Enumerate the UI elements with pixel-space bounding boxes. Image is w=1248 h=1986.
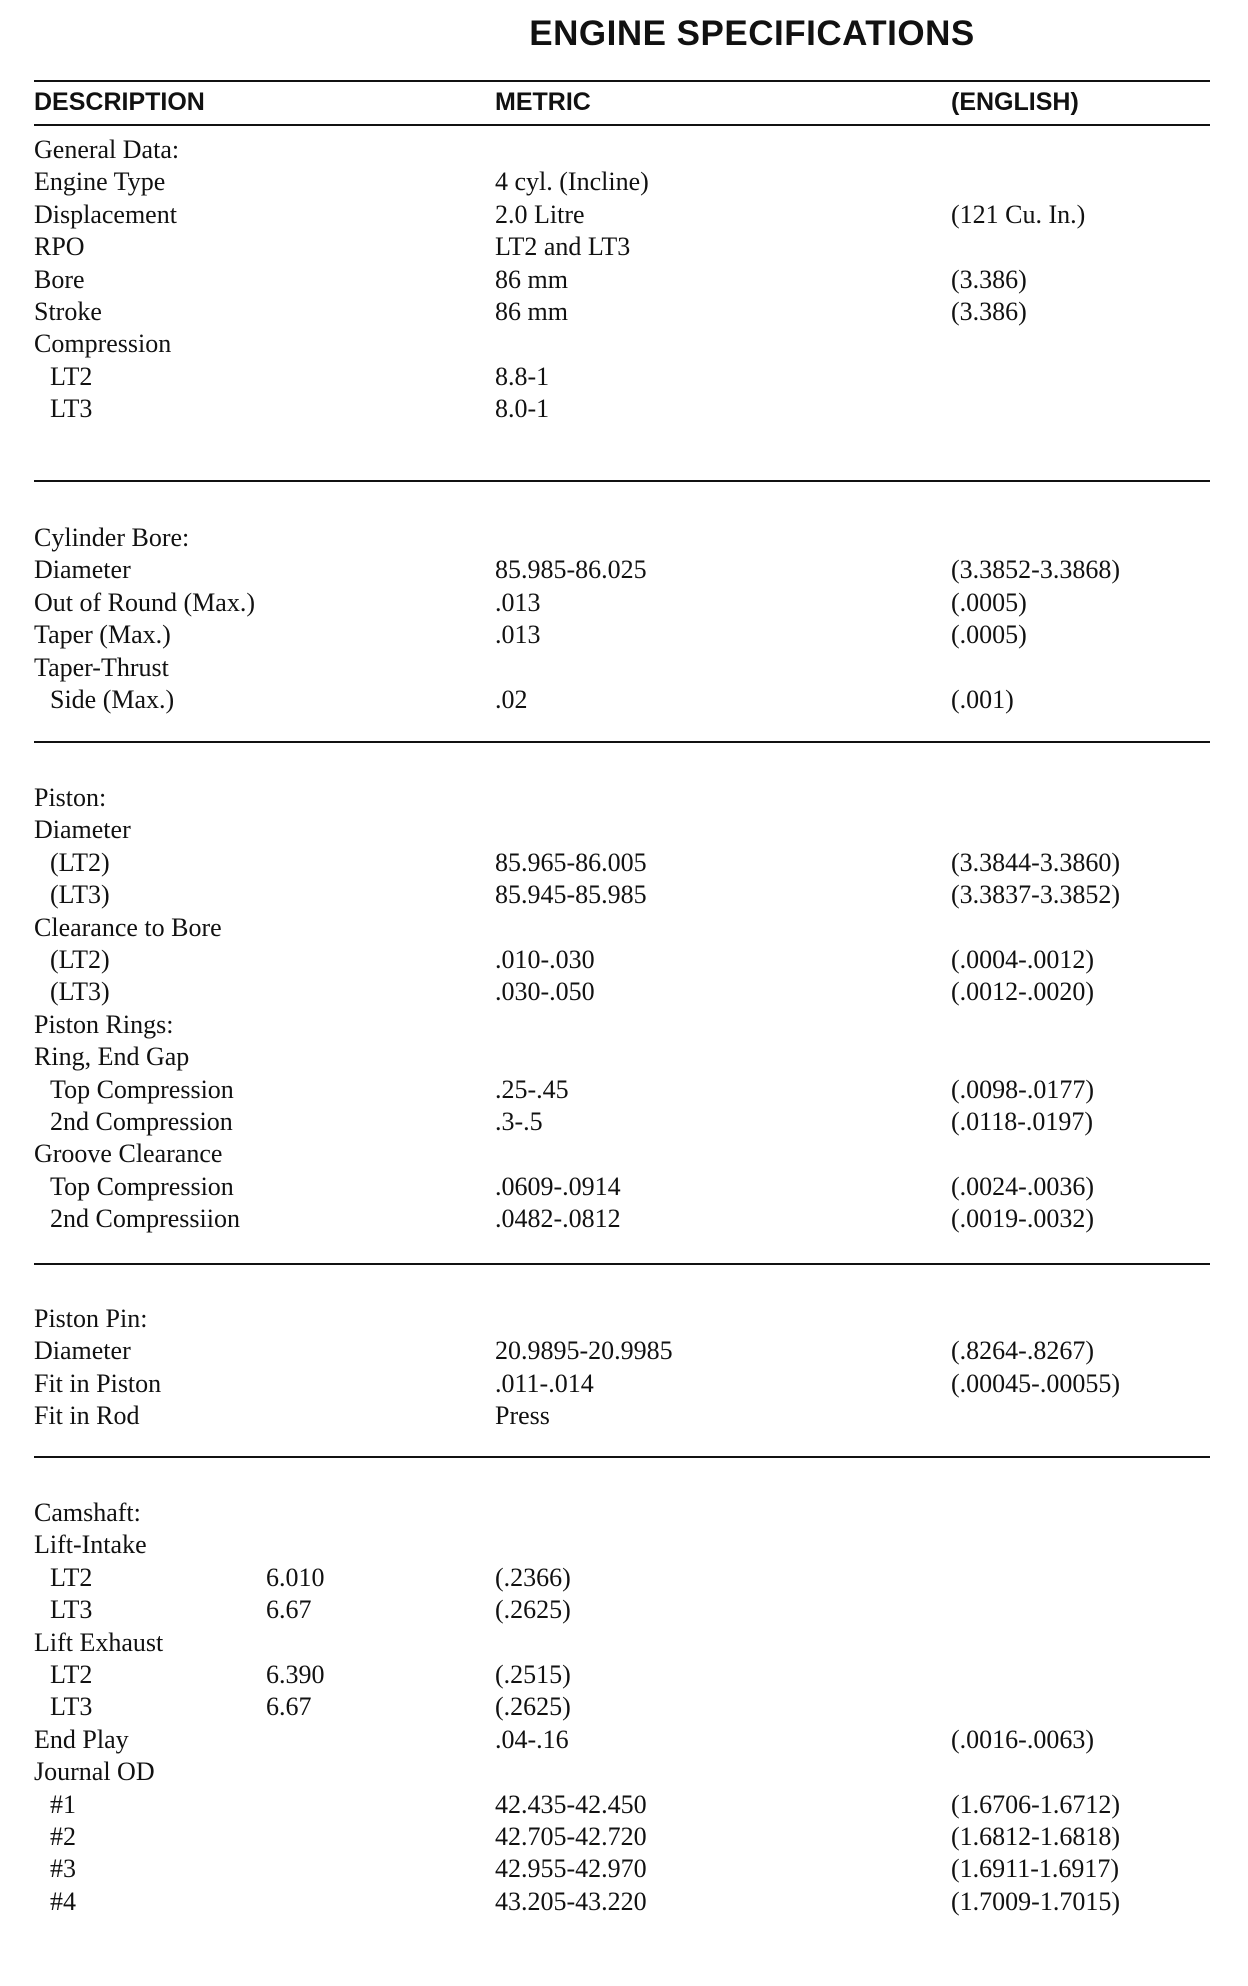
spec-description: Side (Max.) (50, 684, 175, 714)
spec-description: Diameter (34, 555, 131, 585)
spec-english-value: (3.3837-3.3852) (951, 880, 1120, 910)
spec-row (0, 1497, 1248, 1529)
spec-english-value: (1.7009-1.7015) (951, 1886, 1120, 1916)
spec-description: Groove Clearance (34, 1139, 223, 1169)
spec-metric-value: .0482-.0812 (495, 1204, 621, 1234)
spec-description: 2nd Compression (50, 1106, 233, 1136)
spec-row (0, 1303, 1248, 1335)
section-divider (34, 1456, 1210, 1458)
spec-metric-value: 4 cyl. (Incline) (495, 167, 649, 197)
section-divider (34, 480, 1210, 482)
spec-row (0, 1562, 1248, 1594)
spec-row (0, 328, 1248, 360)
spec-description: Cylinder Bore: (34, 523, 190, 552)
spec-row (0, 1756, 1248, 1788)
spec-row (0, 361, 1248, 393)
spec-row (0, 199, 1248, 231)
spec-english-value: (.0019-.0032) (951, 1204, 1094, 1234)
spec-description: Lift Exhaust (34, 1627, 164, 1657)
spec-row (0, 1724, 1248, 1756)
spec-row (0, 393, 1248, 425)
spec-metric-value: 20.9895-20.9985 (495, 1336, 673, 1366)
spec-english-value: (.0118-.0197) (951, 1106, 1094, 1136)
spec-english-value: (1.6812-1.6818) (951, 1821, 1120, 1851)
spec-row (0, 912, 1248, 944)
spec-row (0, 619, 1248, 651)
spec-row (0, 1138, 1248, 1170)
spec-row (0, 554, 1248, 586)
spec-row (0, 684, 1248, 716)
spec-description: RPO (34, 232, 85, 262)
spec-english-value: (.001) (951, 684, 1014, 714)
spec-english-value: (.0098-.0177) (951, 1074, 1094, 1104)
spec-row (0, 134, 1248, 166)
section-cylinder-bore (0, 522, 1248, 716)
spec-row (0, 1203, 1248, 1235)
spec-row (0, 1171, 1248, 1203)
spec-description: Fit in Rod (34, 1401, 140, 1431)
spec-row (0, 879, 1248, 911)
spec-row (0, 166, 1248, 198)
spec-english-value: (.0012-.0020) (951, 977, 1094, 1007)
spec-description: #2 (50, 1821, 76, 1851)
spec-metric-value: 42.955-42.970 (495, 1854, 647, 1884)
spec-metric-value: 85.965-86.005 (495, 847, 647, 877)
spec-description: LT3 (50, 1692, 93, 1722)
spec-description: Engine Type (34, 167, 166, 197)
spec-metric-value: .25-.45 (495, 1074, 569, 1104)
spec-description: LT3 (50, 394, 93, 424)
spec-metric-value: .013 (495, 587, 541, 617)
section-divider (34, 1263, 1210, 1265)
spec-row (0, 1691, 1248, 1723)
spec-metric-value: 85.985-86.025 (495, 555, 647, 585)
spec-english-value: (1.6911-1.6917) (951, 1854, 1120, 1884)
section-piston-pin (0, 1303, 1248, 1433)
section-piston (0, 782, 1248, 1235)
spec-description: General Data: (34, 135, 180, 164)
spec-metric-value: .030-.050 (495, 977, 595, 1007)
header-bottom-rule (34, 124, 1210, 126)
spec-description: Diameter (34, 815, 131, 845)
spec-description: Compression (34, 329, 172, 359)
page-title: ENGINE SPECIFICATIONS (529, 14, 975, 53)
spec-description: (LT2) (50, 944, 110, 974)
spec-description: Fit in Piston (34, 1368, 162, 1398)
spec-row (0, 1368, 1248, 1400)
spec-english-value: (.0005) (951, 620, 1027, 650)
spec-description: Top Compression (50, 1171, 234, 1201)
spec-english-value: (3.386) (951, 264, 1027, 294)
spec-description: Out of Round (Max.) (34, 587, 255, 617)
spec-row (0, 944, 1248, 976)
spec-row (0, 1886, 1248, 1918)
spec-mid-value: 6.010 (266, 1562, 325, 1592)
spec-description: (LT3) (50, 880, 110, 910)
spec-row (0, 1594, 1248, 1626)
spec-metric-value: .013 (495, 620, 541, 650)
spec-metric-value: .011-.014 (495, 1368, 594, 1398)
spec-row (0, 296, 1248, 328)
spec-row (0, 231, 1248, 263)
spec-english-value: (.0004-.0012) (951, 944, 1094, 974)
spec-row (0, 652, 1248, 684)
spec-row (0, 814, 1248, 846)
spec-description: Taper-Thrust (34, 652, 169, 682)
spec-row (0, 1335, 1248, 1367)
spec-description: LT2 (50, 1562, 93, 1592)
spec-description: Lift-Intake (34, 1530, 147, 1560)
section-camshaft (0, 1497, 1248, 1918)
spec-description: 2nd Compressiion (50, 1204, 240, 1234)
spec-metric-value: (.2366) (495, 1562, 571, 1592)
spec-description: #3 (50, 1854, 76, 1884)
header-english: (ENGLISH) (951, 88, 1079, 116)
spec-metric-value: (.2515) (495, 1659, 571, 1689)
spec-row (0, 522, 1248, 554)
spec-description: Stroke (34, 296, 102, 326)
spec-english-value: (.0016-.0063) (951, 1724, 1094, 1754)
spec-metric-value: 42.435-42.450 (495, 1789, 647, 1819)
spec-metric-value: .010-.030 (495, 944, 595, 974)
spec-row (0, 1009, 1248, 1041)
spec-description: (LT2) (50, 847, 110, 877)
spec-english-value: (.0024-.0036) (951, 1171, 1094, 1201)
spec-row (0, 847, 1248, 879)
spec-description: Top Compression (50, 1074, 234, 1104)
spec-row (0, 587, 1248, 619)
spec-description: Clearance to Bore (34, 912, 222, 942)
spec-description: Piston Rings: (34, 1009, 174, 1039)
spec-description: Bore (34, 264, 85, 294)
spec-description: Journal OD (34, 1757, 155, 1787)
spec-metric-value: .0609-.0914 (495, 1171, 621, 1201)
spec-row (0, 1789, 1248, 1821)
spec-mid-value: 6.67 (266, 1595, 312, 1625)
spec-metric-value: 86 mm (495, 264, 568, 294)
spec-row (0, 1659, 1248, 1691)
spec-description: #4 (50, 1886, 76, 1916)
section-divider (34, 741, 1210, 743)
spec-description: LT2 (50, 1659, 93, 1689)
spec-english-value: (3.386) (951, 296, 1027, 326)
spec-row (0, 782, 1248, 814)
spec-row (0, 264, 1248, 296)
spec-description: End Play (34, 1724, 129, 1754)
spec-english-value: (121 Cu. In.) (951, 199, 1086, 229)
spec-english-value: (.00045-.00055) (951, 1368, 1120, 1398)
spec-description: LT2 (50, 361, 93, 391)
spec-metric-value: .04-.16 (495, 1724, 569, 1754)
header-metric: METRIC (495, 88, 591, 116)
spec-english-value: (3.3844-3.3860) (951, 847, 1120, 877)
spec-row (0, 976, 1248, 1008)
spec-description: Diameter (34, 1336, 131, 1366)
spec-description: Piston: (34, 783, 107, 812)
spec-description: Taper (Max.) (34, 620, 171, 650)
spec-metric-value: (.2625) (495, 1692, 571, 1722)
spec-english-value: (.8264-.8267) (951, 1336, 1094, 1366)
spec-metric-value: 86 mm (495, 296, 568, 326)
spec-english-value: (.0005) (951, 587, 1027, 617)
spec-description: Ring, End Gap (34, 1042, 190, 1072)
spec-description: Displacement (34, 199, 177, 229)
spec-description: Camshaft: (34, 1498, 141, 1527)
spec-mid-value: 6.67 (266, 1692, 312, 1722)
header-description: DESCRIPTION (34, 88, 205, 116)
spec-description: Piston Pin: (34, 1304, 148, 1333)
spec-description: #1 (50, 1789, 76, 1819)
spec-metric-value: 42.705-42.720 (495, 1821, 647, 1851)
spec-metric-value: 2.0 Litre (495, 199, 585, 229)
spec-row (0, 1400, 1248, 1432)
spec-metric-value: 85.945-85.985 (495, 880, 647, 910)
spec-metric-value: Press (495, 1401, 550, 1431)
spec-metric-value: LT2 and LT3 (495, 232, 631, 262)
spec-english-value: (1.6706-1.6712) (951, 1789, 1120, 1819)
spec-description: (LT3) (50, 977, 110, 1007)
spec-row (0, 1074, 1248, 1106)
spec-metric-value: .3-.5 (495, 1106, 543, 1136)
spec-row (0, 1041, 1248, 1073)
spec-row (0, 1627, 1248, 1659)
spec-english-value: (3.3852-3.3868) (951, 555, 1120, 585)
spec-row (0, 1853, 1248, 1885)
spec-metric-value: 8.8-1 (495, 361, 550, 391)
header-top-rule (34, 80, 1210, 82)
spec-row (0, 1529, 1248, 1561)
spec-row (0, 1106, 1248, 1138)
spec-metric-value: 43.205-43.220 (495, 1886, 647, 1916)
spec-metric-value: (.2625) (495, 1595, 571, 1625)
spec-description: LT3 (50, 1595, 93, 1625)
spec-metric-value: 8.0-1 (495, 394, 550, 424)
spec-row (0, 1821, 1248, 1853)
spec-metric-value: .02 (495, 684, 528, 714)
spec-mid-value: 6.390 (266, 1659, 325, 1689)
section-general-data (0, 134, 1248, 426)
